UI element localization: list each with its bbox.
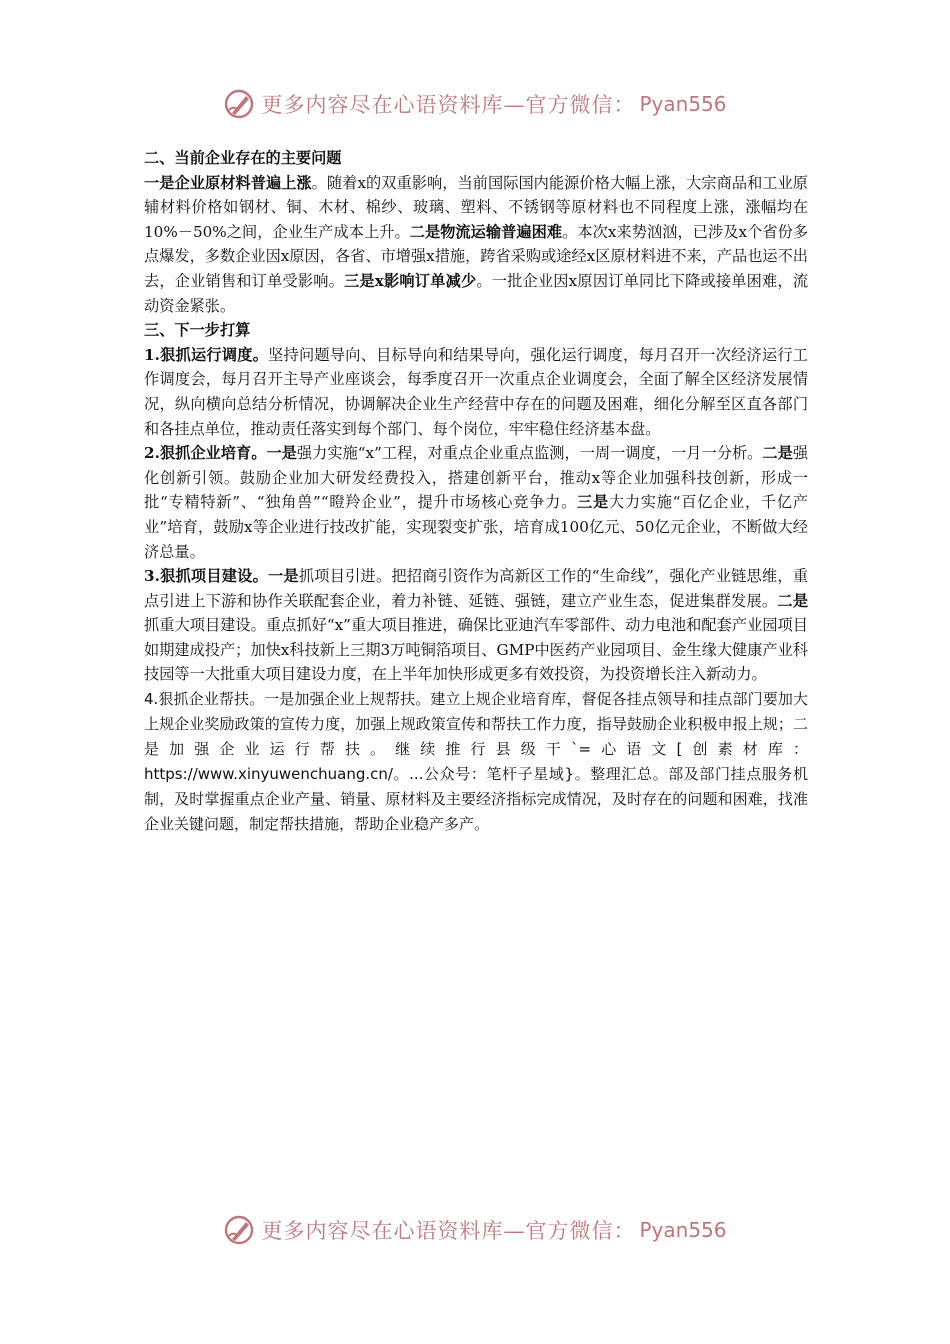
section2-paragraph: 一是企业原材料普遍上涨。随着x的双重影响，当前国际国内能源价格大幅上涨，大宗商品和工业原辅材料价格如钢材、铜、木材、棉纱、玻璃、塑料、不锈钢等原材料也不同程度上涨，涨幅均在10%－50%之间，企业生产成本上升。二是物流运输普遍困难。本次x来势汹汹，已涉及x个省份多点爆发，多数企业因x原因，各省、市增强x措施，跨省采购或途经x区原材料进不来，产品也运不出去，企业销售和订单受影响。三是x影响订单减少。一批企业因x原因订单同比下降或接单困难，流动资金紧张。 <box>144 173 809 315</box>
banner-wechat-id: Pyan556 <box>639 92 727 116</box>
document-body <box>144 146 808 837</box>
footer-banner <box>0 1210 950 1250</box>
banner-wechat-id: Pyan556 <box>639 1218 727 1242</box>
banner-text: 更多内容尽在心语资料库—官方微信： <box>261 93 636 117</box>
pen-logo-icon <box>223 1214 255 1246</box>
header-banner <box>0 84 950 124</box>
item3-paragraph: 3.狠抓项目建设。一是抓项目引进。把招商引资作为高新区工作的“生命线”，强化产业链思维，重点引进上下游和协作关联配套企业，着力补链、延链、强链，建立产业生态，促进集群发展。二是抓重大项目建设。重点抓好“x”重大项目推进，确保比亚迪汽车零部件、动力电池和配套产业园项目如期建成投产；加快x科技新上三期3万吨铜箔项目、GMP中医药产业园项目、金生缘大健康产业科技园等一大批重大项目建设力度，在上半年加快形成更多有效投资，为投资增长注入新动力。 <box>144 567 809 684</box>
item4-paragraph: 4.狠抓企业帮扶。一是加强企业上规帮扶。建立上规企业培育库，督促各挂点领导和挂点部门要加大上规企业奖励政策的宣传力度，加强上规政策宣传和帮扶工作力度，指导鼓励企业积极申报上规；二是加强企业运行帮扶。继续推行县级干`=心语文[创素材库：https://www.xinyuwenchuang.cn/。...公众号：笔杆子星域}。整理汇总。部及部门挂点服务机制，及时掌握重点企业产量、销量、原材料及主要经济指标完成情况，及时存在的问题和困难，找准企业关键问题，制定帮扶措施，帮助企业稳产多产。 <box>144 690 808 834</box>
item1-paragraph: 1.狠抓运行调度。坚持问题导向、目标导向和结果导向，强化运行调度，每月召开一次经济运行工作调度会，每月召开主导产业座谈会，每季度召开一次重点企业调度会，全面了解全区经济发展情况，纵向横向总结分析情况，协调解决企业生产经营中存在的问题及困难，细化分解至区直各部门和各挂点单位，推动责任落实到每个部门、每个岗位，牢牢稳住经济基本盘。 <box>144 345 808 438</box>
section3-heading: 三、下一步打算 <box>144 321 251 340</box>
item2-paragraph: 2.狠抓企业培育。一是强力实施“x”工程，对重点企业重点监测，一周一调度，一月一分析。二是强化创新引领。鼓励企业加大研发经费投入，搭建创新平台，推动x等企业加强科技创新，形成一批“专精特新”、“独角兽”“瞪羚企业”，提升市场核心竞争力。三是大力实施“百亿企业，千亿产业”培育，鼓励x等企业进行技改扩能，实现裂变扩张，培育成100亿元、50亿元企业，不断做大经济总量。 <box>144 444 809 561</box>
banner-text: 更多内容尽在心语资料库—官方微信： <box>261 1219 636 1243</box>
section2-heading: 二、当前企业存在的主要问题 <box>144 149 342 167</box>
pen-logo-icon <box>223 88 255 120</box>
